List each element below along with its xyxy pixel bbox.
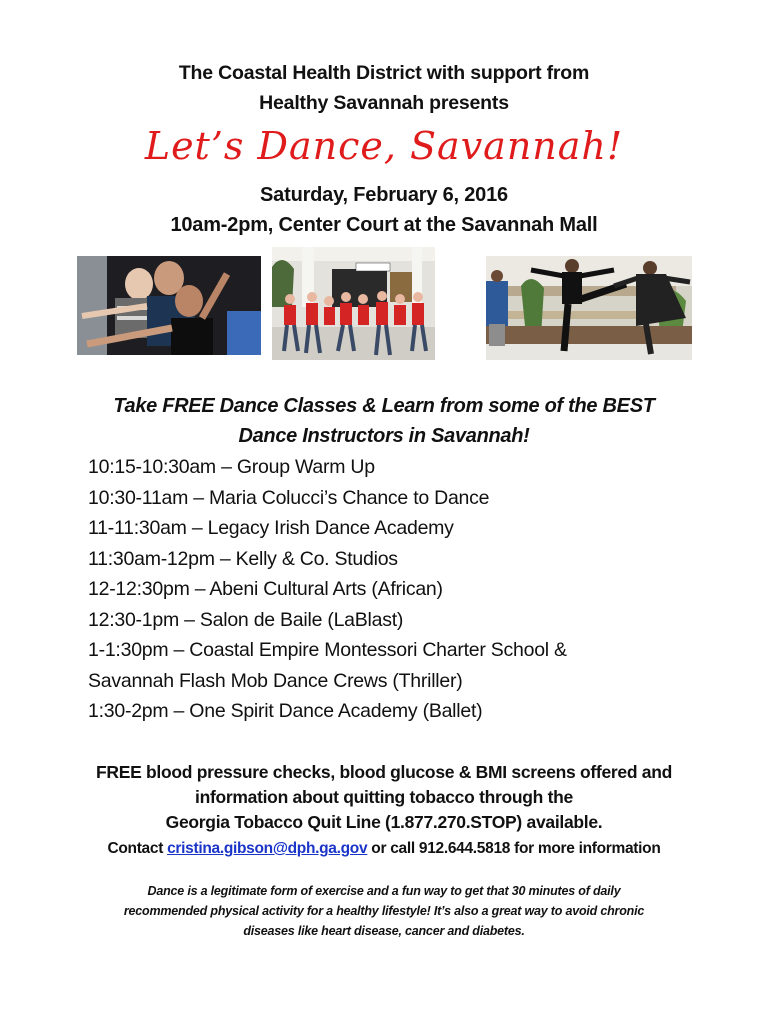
promo-line-2: Dance Instructors in Savannah! xyxy=(238,425,530,447)
event-title: Let’s Dance, Savannah! xyxy=(144,124,624,168)
event-time-location: 10am-2pm, Center Court at the Savannah Mall xyxy=(170,214,598,236)
header-line-2: Healthy Savannah presents xyxy=(259,92,509,114)
schedule-item: 11:30am-12pm – Kelly & Co. Studios xyxy=(88,547,398,570)
class-schedule xyxy=(88,452,567,727)
event-date: Saturday, February 6, 2016 xyxy=(260,184,508,206)
footer-line-2: recommended physical activity for a healthy lifestyle! It’s also a great way to avoid chronic xyxy=(123,904,645,918)
schedule-item: 1:30-2pm – One Spirit Dance Academy (Ballet) xyxy=(88,700,483,722)
contact-suffix: or call 912.644.5818 for more information xyxy=(367,840,661,857)
adult-dancers-mall-photo xyxy=(486,256,692,360)
flash-mob-mall-photo xyxy=(272,247,435,360)
header-line-1: The Coastal Health District with support from xyxy=(178,62,590,84)
children-dancing-photo xyxy=(77,256,261,355)
schedule-item: 10:30-11am – Maria Colucci’s Chance to Dance xyxy=(88,486,490,509)
health-line-1: FREE blood pressure checks, blood glucose & BMI screens offered and xyxy=(95,762,672,782)
health-line-3: Georgia Tobacco Quit Line (1.877.270.STOP) available. xyxy=(165,812,603,832)
contact-prefix: Contact xyxy=(107,840,168,857)
schedule-item: 1-1:30pm – Coastal Empire Montessori Charter School & xyxy=(88,639,567,661)
contact-line xyxy=(0,838,768,860)
email-link[interactable]: cristina.gibson@dph.ga.gov xyxy=(167,840,368,857)
footer-line-3: diseases like heart disease, cancer and diabetes. xyxy=(243,924,525,938)
schedule-item: 12-12:30pm – Abeni Cultural Arts (African) xyxy=(88,578,443,600)
footer-line-1: Dance is a legitimate form of exercise and a fun way to get that 30 minutes of daily xyxy=(147,884,621,898)
health-line-2: information about quitting tobacco through the xyxy=(195,787,573,807)
schedule-item: 11-11:30am – Legacy Irish Dance Academy xyxy=(88,517,454,539)
schedule-item: 10:15-10:30am – Group Warm Up xyxy=(88,456,375,478)
schedule-item-continued: Savannah Flash Mob Dance Crews (Thriller) xyxy=(88,669,463,692)
promo-line-1: Take FREE Dance Classes & Learn from some of the BEST xyxy=(113,395,655,417)
schedule-item: 12:30-1pm – Salon de Baile (LaBlast) xyxy=(88,608,404,631)
